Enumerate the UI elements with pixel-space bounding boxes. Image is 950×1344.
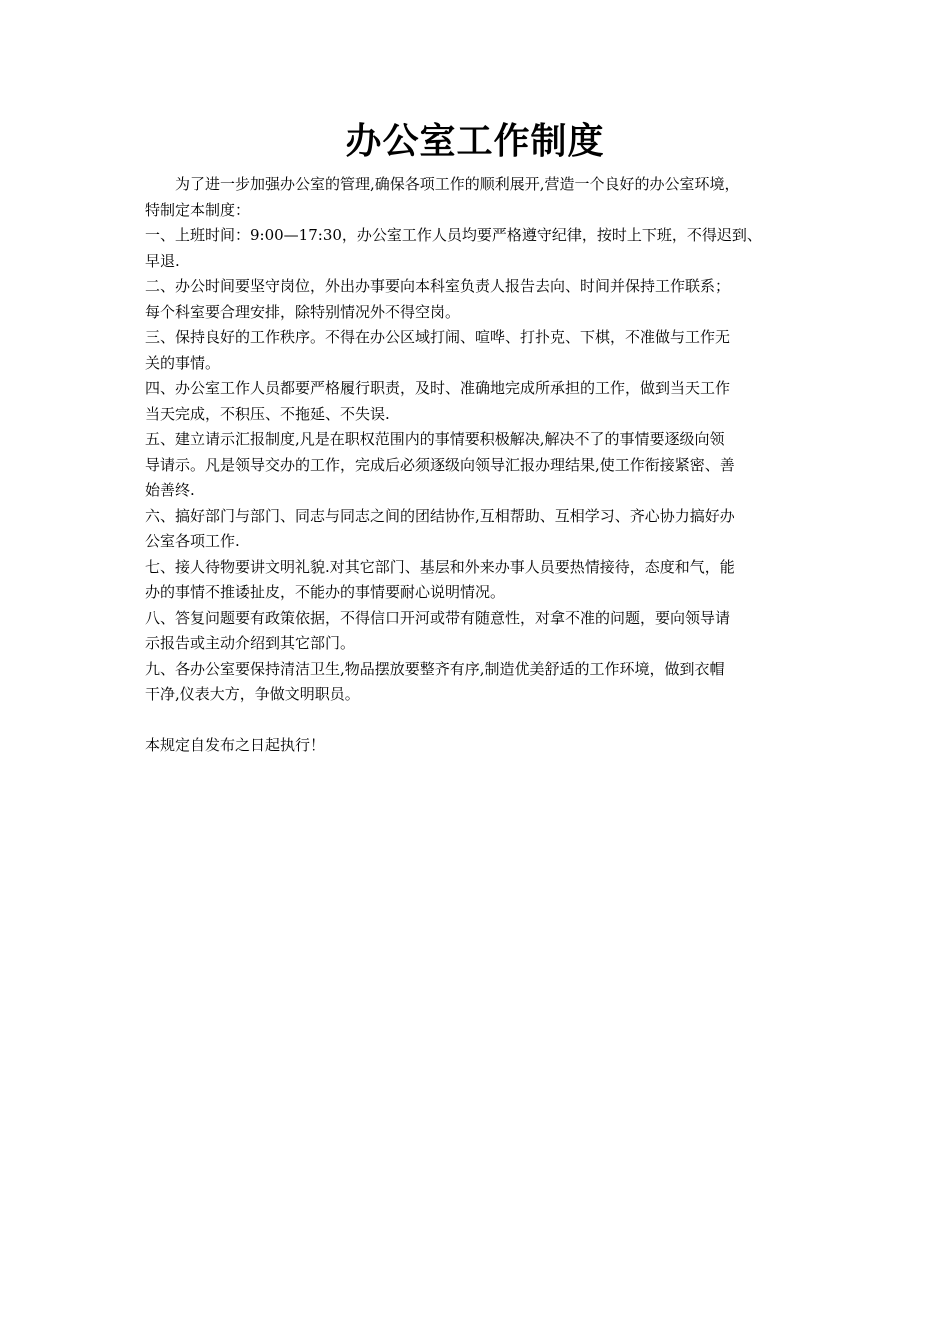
rule-8-line-2: 示报告或主动介绍到其它部门。 — [145, 634, 356, 652]
rule-2-line-2: 每个科室要合理安排，除特别情况外不得空岗。 — [145, 302, 461, 321]
rule-3-line-1: 三、保持良好的工作秩序。不得在办公区域打闹、喧哗、打扑克、下棋，不准做与工作无 — [145, 328, 731, 346]
rule-9-line-2: 干净,仪表大方，争做文明职员。 — [145, 685, 360, 703]
intro-line-1: 为了进一步加强办公室的管理,确保各项工作的顺利展开,营造一个良好的办公室环境， — [175, 175, 740, 193]
rule-4-line-1: 四、办公室工作人员都要严格履行职责，及时、准确地完成所承担的工作，做到当天工作 — [145, 379, 731, 397]
blank-spacer — [145, 708, 825, 734]
rule-7-line-1: 七、接人待物要讲文明礼貌.对其它部门、基层和外来办事人员要热情接待，态度和气，能 — [145, 557, 735, 576]
rule-1-line-1: 一、上班时间：9:00—17:30，办公室工作人员均要严格遵守纪律，按时上下班，不得迟到、 — [145, 226, 762, 244]
rule-1-line-2: 早退. — [145, 251, 180, 270]
document-body — [145, 172, 825, 759]
rule-7-line-2: 办的事情不推诿扯皮，不能办的事情要耐心说明情况。 — [145, 583, 506, 601]
rule-2-line-1: 二、办公时间要坚守岗位，外出办事要向本科室负责人报告去向、时间并保持工作联系； — [145, 277, 731, 295]
rule-5-line-2: 导请示。凡是领导交办的工作，完成后必须逐级向领导汇报办理结果,使工作衔接紧密、善 — [145, 455, 735, 474]
rule-8-line-1: 八、答复问题要有政策依据，不得信口开河或带有随意性，对拿不准的问题，要向领导请 — [145, 608, 731, 627]
rule-5-line-1: 五、建立请示汇报制度,凡是在职权范围内的事情要积极解决,解决不了的事情要逐级向领 — [145, 430, 725, 448]
rule-3-line-2: 关的事情。 — [145, 353, 221, 372]
rule-4-line-2: 当天完成，不积压、不拖延、不失误. — [145, 404, 390, 423]
rule-9-line-1: 九、各办公室要保持清洁卫生,物品摆放要整齐有序,制造优美舒适的工作环境，做到衣帽 — [145, 659, 725, 678]
document-title: 办公室工作制度 — [345, 121, 605, 162]
rule-6-line-1: 六、搞好部门与部门、同志与同志之间的团结协作,互相帮助、互相学习、齐心协力搞好办 — [145, 506, 735, 525]
closing-statement: 本规定自发布之日起执行！ — [145, 736, 326, 754]
intro-line-2: 特制定本制度： — [145, 200, 251, 219]
rule-5-line-3: 始善终. — [145, 481, 195, 499]
rule-6-line-2: 公室各项工作. — [145, 532, 240, 550]
